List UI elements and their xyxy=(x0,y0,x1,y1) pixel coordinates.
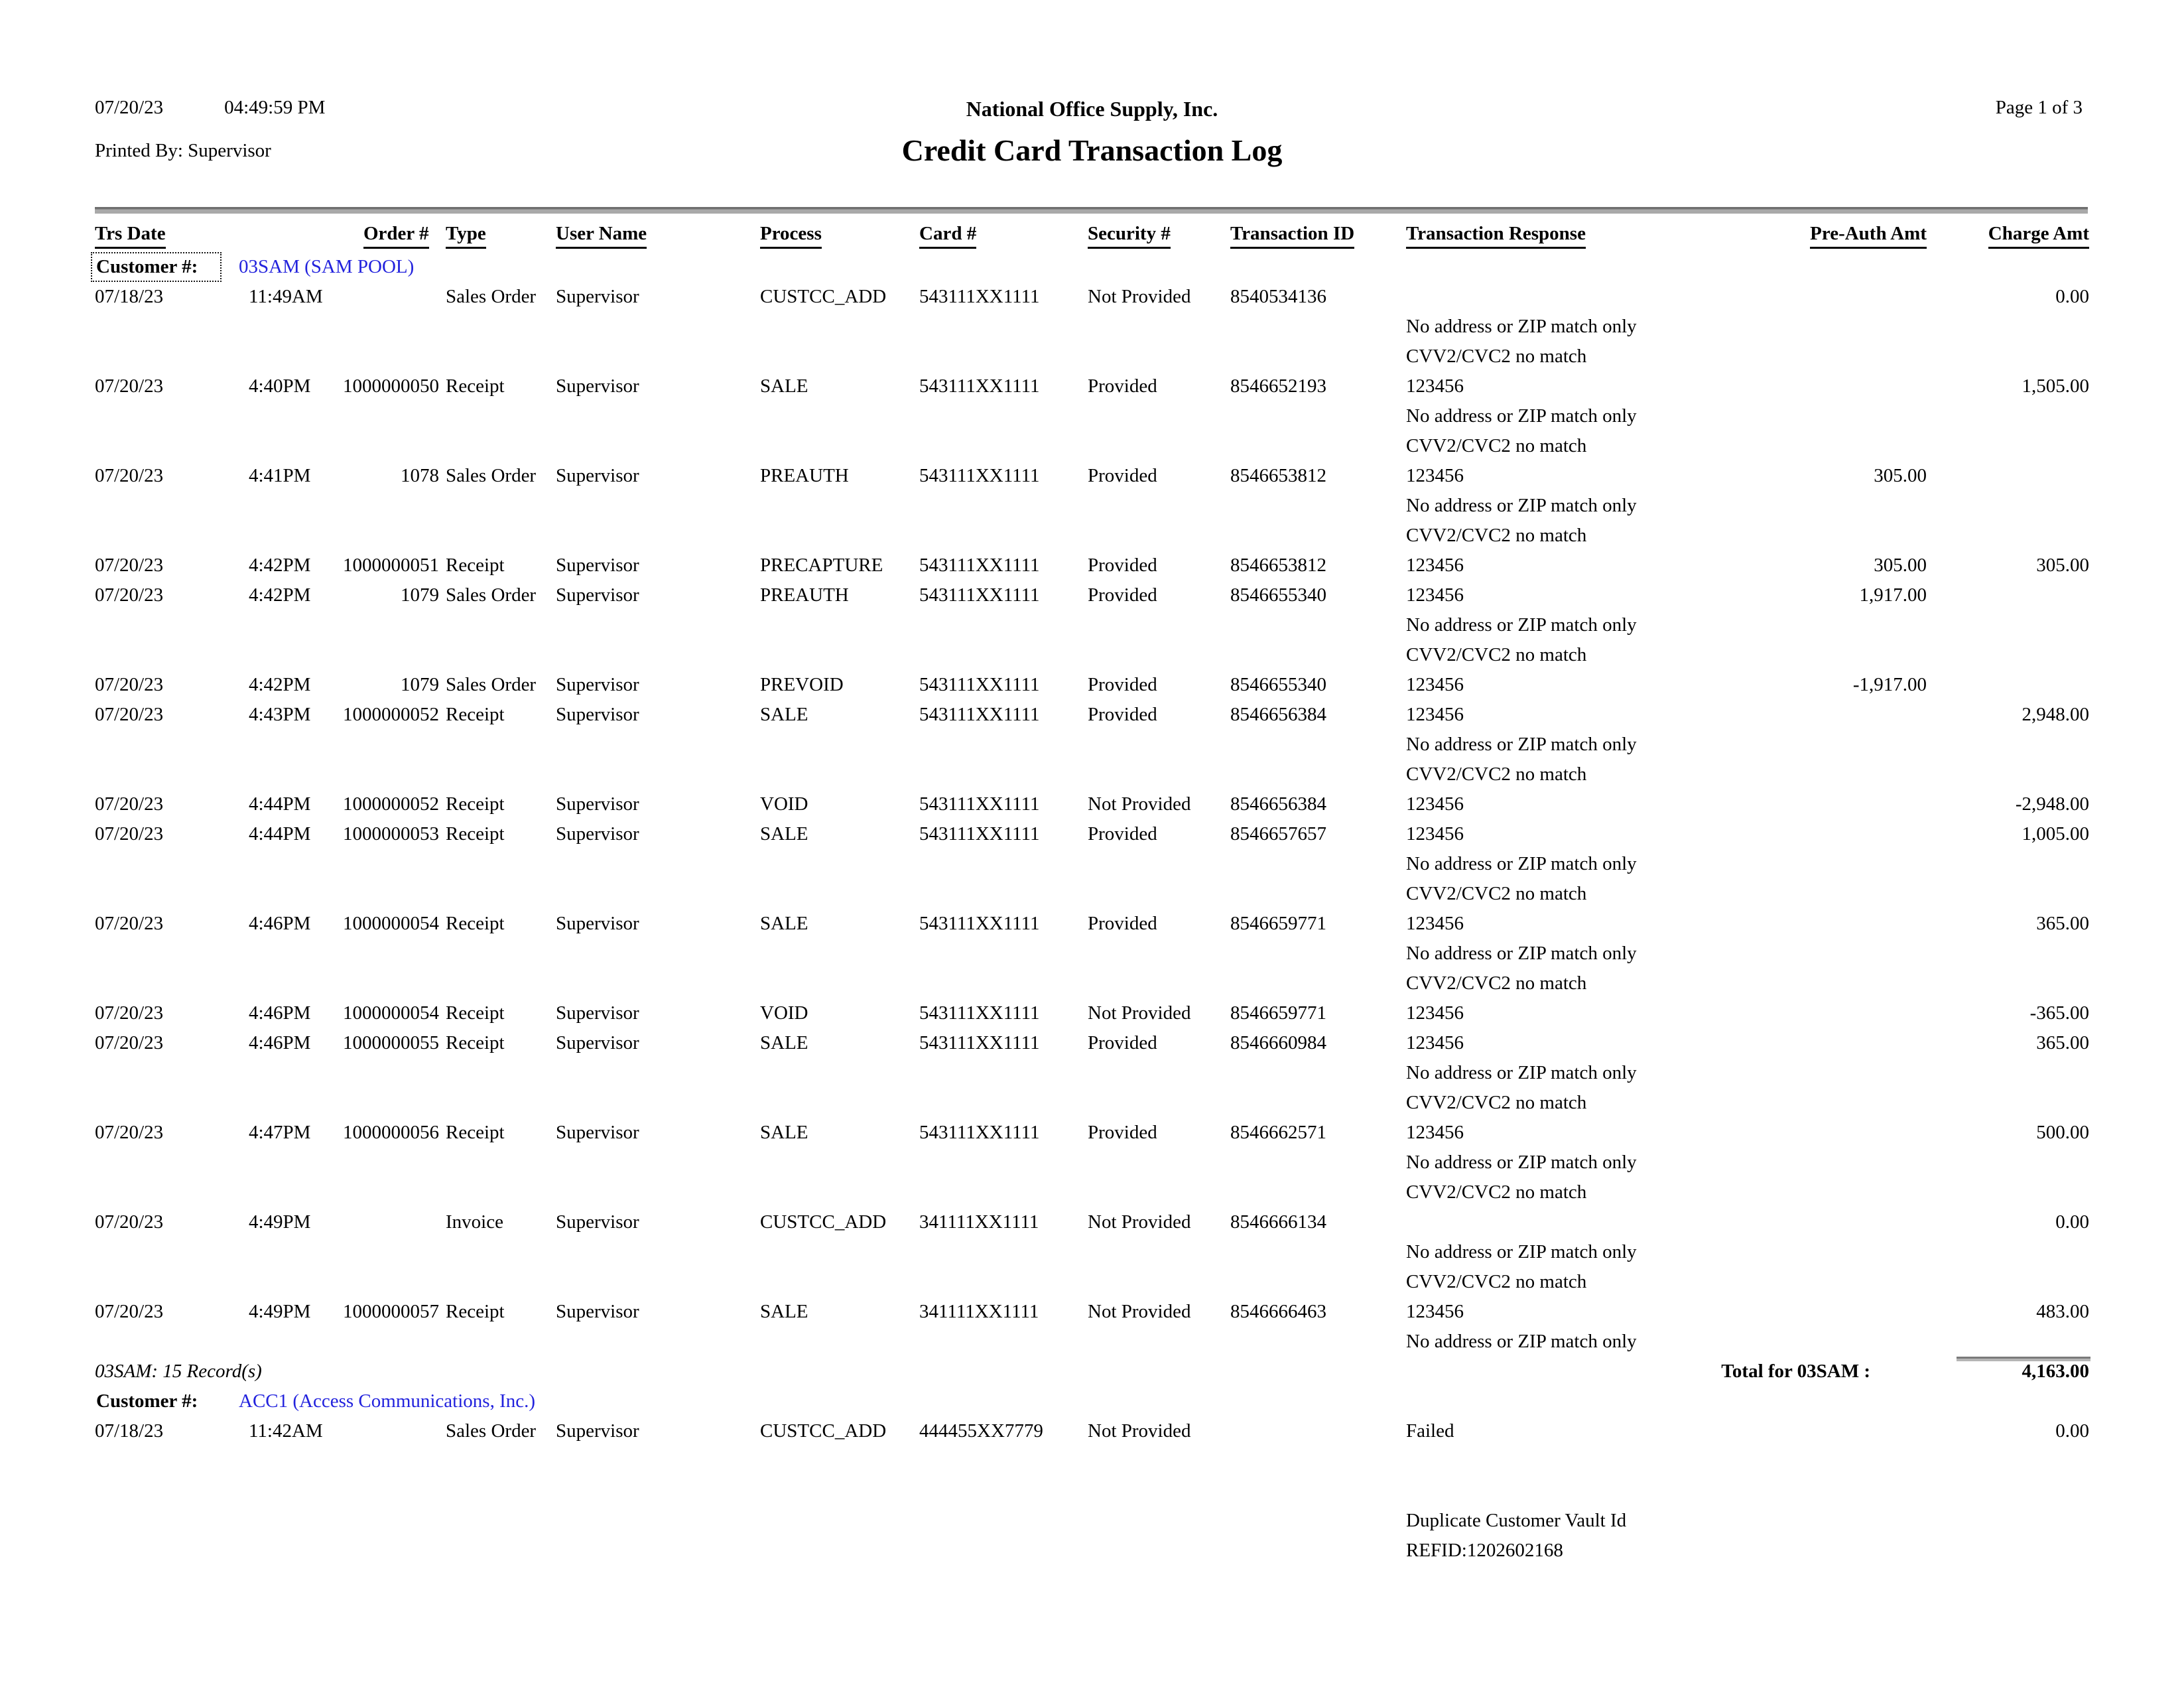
trs-date-cell: 07/18/23 xyxy=(95,286,164,307)
transaction-row xyxy=(0,1416,2184,1446)
transaction-id-cell: 8546652193 xyxy=(1230,375,1326,397)
process-cell: VOID xyxy=(760,1002,808,1024)
trs-time-cell: 4:43PM xyxy=(249,704,311,725)
security-cell: Provided xyxy=(1088,555,1157,576)
col-order-number: Order # xyxy=(363,223,429,249)
trs-time-cell: 11:49AM xyxy=(249,286,323,307)
process-cell: PREAUTH xyxy=(760,465,849,486)
response-line xyxy=(0,342,2184,371)
trs-date-cell: 07/20/23 xyxy=(95,584,164,606)
transaction-response-cell: 123456 xyxy=(1406,1002,1464,1024)
blank-line xyxy=(0,1446,2184,1476)
charge-amount-cell: 365.00 xyxy=(2036,1032,2089,1053)
trs-date-cell: 07/20/23 xyxy=(95,704,164,725)
security-cell: Provided xyxy=(1088,465,1157,486)
charge-amount-cell: 0.00 xyxy=(2055,286,2089,307)
response-line xyxy=(0,1536,2184,1566)
trs-date-cell: 07/20/23 xyxy=(95,1211,164,1233)
transaction-id-cell: 8546666463 xyxy=(1230,1301,1326,1322)
trs-date-cell: 07/18/23 xyxy=(95,1420,164,1442)
transaction-response-text: CVV2/CVC2 no match xyxy=(1406,764,1587,785)
card-number-cell: 341111XX1111 xyxy=(919,1301,1039,1322)
transaction-response-text: CVV2/CVC2 no match xyxy=(1406,973,1587,994)
transaction-row xyxy=(0,789,2184,819)
trs-date-cell: 07/20/23 xyxy=(95,375,164,397)
transaction-row xyxy=(0,371,2184,401)
customer-number-link[interactable]: 03SAM (SAM POOL) xyxy=(239,256,415,277)
transaction-id-cell: 8546653812 xyxy=(1230,465,1326,486)
response-line xyxy=(0,431,2184,461)
card-number-cell: 543111XX1111 xyxy=(919,286,1040,307)
security-cell: Not Provided xyxy=(1088,1211,1191,1233)
security-cell: Provided xyxy=(1088,913,1157,934)
order-type-cell: Sales Order xyxy=(446,286,537,307)
customer-header-line xyxy=(0,1386,2184,1416)
order-number-cell: 1000000054 xyxy=(343,1002,439,1024)
charge-amount-cell: -365.00 xyxy=(2029,1002,2089,1024)
process-cell: CUSTCC_ADD xyxy=(760,1211,887,1233)
order-type-cell: Receipt xyxy=(446,1122,505,1143)
charge-amount-cell: 365.00 xyxy=(2036,913,2089,934)
charge-amount-cell: 2,948.00 xyxy=(2022,704,2089,725)
security-cell: Provided xyxy=(1088,584,1157,606)
process-cell: SALE xyxy=(760,1301,808,1322)
response-line xyxy=(0,610,2184,640)
response-line xyxy=(0,760,2184,789)
transaction-response-text: No address or ZIP match only xyxy=(1406,614,1637,636)
order-type-cell: Sales Order xyxy=(446,1420,537,1442)
response-line xyxy=(0,939,2184,969)
transaction-row xyxy=(0,1118,2184,1148)
report-body xyxy=(0,252,2184,1566)
trs-date-cell: 07/20/23 xyxy=(95,1301,164,1322)
print-date: 07/20/23 xyxy=(95,97,164,118)
trs-date-cell: 07/20/23 xyxy=(95,1032,164,1053)
charge-amount-cell: 0.00 xyxy=(2055,1420,2089,1442)
col-user-name: User Name xyxy=(556,223,647,249)
transaction-row xyxy=(0,998,2184,1028)
blank-line xyxy=(0,1476,2184,1506)
col-charge-amount: Charge Amt xyxy=(1988,223,2089,249)
process-cell: SALE xyxy=(760,704,808,725)
order-type-cell: Receipt xyxy=(446,555,505,576)
card-number-cell: 543111XX1111 xyxy=(919,1122,1040,1143)
trs-time-cell: 4:49PM xyxy=(249,1301,311,1322)
transaction-response-text: CVV2/CVC2 no match xyxy=(1406,525,1587,546)
transaction-response-cell: 123456 xyxy=(1406,913,1464,934)
col-card-number: Card # xyxy=(919,223,976,249)
preauth-amount-cell: 1,917.00 xyxy=(1859,584,1927,606)
transaction-response-cell: 123456 xyxy=(1406,465,1464,486)
security-cell: Provided xyxy=(1088,704,1157,725)
response-line xyxy=(0,491,2184,521)
process-cell: PRECAPTURE xyxy=(760,555,883,576)
user-name-cell: Supervisor xyxy=(556,375,639,397)
response-line xyxy=(0,1088,2184,1118)
trs-date-cell: 07/20/23 xyxy=(95,555,164,576)
col-trs-date: Trs Date xyxy=(95,223,166,249)
card-number-cell: 543111XX1111 xyxy=(919,823,1040,844)
transaction-id-cell: 8540534136 xyxy=(1230,286,1326,307)
user-name-cell: Supervisor xyxy=(556,1211,639,1233)
transaction-response-text: No address or ZIP match only xyxy=(1406,853,1637,874)
transaction-response-text: No address or ZIP match only xyxy=(1406,1062,1637,1083)
trs-time-cell: 4:40PM xyxy=(249,375,311,397)
transaction-response-text: No address or ZIP match only xyxy=(1406,405,1637,427)
security-cell: Provided xyxy=(1088,1032,1157,1053)
user-name-cell: Supervisor xyxy=(556,823,639,844)
customer-number-link[interactable]: ACC1 (Access Communications, Inc.) xyxy=(239,1390,536,1412)
response-line xyxy=(0,1058,2184,1088)
page-indicator: Page 1 of 3 xyxy=(1995,97,2083,118)
trs-time-cell: 4:44PM xyxy=(249,793,311,815)
transaction-response-text: No address or ZIP match only xyxy=(1406,734,1637,755)
user-name-cell: Supervisor xyxy=(556,1420,639,1442)
order-number-cell: 1000000053 xyxy=(343,823,439,844)
response-line xyxy=(0,1148,2184,1178)
user-name-cell: Supervisor xyxy=(556,793,639,815)
order-type-cell: Receipt xyxy=(446,375,505,397)
transaction-id-cell: 8546660984 xyxy=(1230,1032,1326,1053)
trs-time-cell: 4:47PM xyxy=(249,1122,311,1143)
transaction-row xyxy=(0,909,2184,939)
transaction-response-text: CVV2/CVC2 no match xyxy=(1406,1181,1587,1203)
transaction-id-cell: 8546662571 xyxy=(1230,1122,1326,1143)
order-number-cell: 1000000054 xyxy=(343,913,439,934)
transaction-row xyxy=(0,1297,2184,1327)
security-cell: Not Provided xyxy=(1088,1420,1191,1442)
card-number-cell: 543111XX1111 xyxy=(919,465,1040,486)
order-type-cell: Receipt xyxy=(446,1002,505,1024)
charge-amount-cell: 500.00 xyxy=(2036,1122,2089,1143)
transaction-id-cell: 8546656384 xyxy=(1230,793,1326,815)
transaction-id-cell: 8546656384 xyxy=(1230,704,1326,725)
trs-date-cell: 07/20/23 xyxy=(95,793,164,815)
order-type-cell: Receipt xyxy=(446,823,505,844)
order-number-cell: 1079 xyxy=(401,584,439,606)
transaction-response-text: CVV2/CVC2 no match xyxy=(1406,1092,1587,1113)
transaction-response-cell: 123456 xyxy=(1406,584,1464,606)
order-type-cell: Receipt xyxy=(446,704,505,725)
user-name-cell: Supervisor xyxy=(556,555,639,576)
user-name-cell: Supervisor xyxy=(556,465,639,486)
security-cell: Not Provided xyxy=(1088,793,1191,815)
response-line xyxy=(0,849,2184,879)
response-line xyxy=(0,730,2184,760)
print-time: 04:49:59 PM xyxy=(224,97,326,118)
order-number-cell: 1079 xyxy=(401,674,439,695)
security-cell: Provided xyxy=(1088,823,1157,844)
card-number-cell: 543111XX1111 xyxy=(919,793,1040,815)
transaction-id-cell: 8546655340 xyxy=(1230,674,1326,695)
col-order-type: Type xyxy=(446,223,486,249)
transaction-response-cell: Failed xyxy=(1406,1420,1454,1442)
charge-amount-cell: -2,948.00 xyxy=(2015,793,2089,815)
transaction-row xyxy=(0,670,2184,700)
transaction-response-text: CVV2/CVC2 no match xyxy=(1406,435,1587,456)
trs-date-cell: 07/20/23 xyxy=(95,674,164,695)
order-number-cell: 1078 xyxy=(401,465,439,486)
response-line xyxy=(0,640,2184,670)
transaction-response-text: REFID:1202602168 xyxy=(1406,1540,1563,1561)
order-type-cell: Receipt xyxy=(446,793,505,815)
charge-amount-cell: 1,005.00 xyxy=(2022,823,2089,844)
card-number-cell: 543111XX1111 xyxy=(919,1032,1040,1053)
customer-number-label: Customer #: xyxy=(91,252,222,282)
card-number-cell: 341111XX1111 xyxy=(919,1211,1039,1233)
card-number-cell: 444455XX7779 xyxy=(919,1420,1043,1442)
records-count: 03SAM: 15 Record(s) xyxy=(95,1361,262,1382)
transaction-id-cell: 8546657657 xyxy=(1230,823,1326,844)
transaction-response-cell: 123456 xyxy=(1406,375,1464,397)
card-number-cell: 543111XX1111 xyxy=(919,674,1040,695)
order-number-cell: 1000000051 xyxy=(343,555,439,576)
transaction-id-cell: 8546659771 xyxy=(1230,1002,1326,1024)
transaction-response-text: CVV2/CVC2 no match xyxy=(1406,883,1587,904)
order-number-cell: 1000000055 xyxy=(343,1032,439,1053)
transaction-row xyxy=(0,282,2184,312)
transaction-id-cell: 8546666134 xyxy=(1230,1211,1326,1233)
transaction-response-cell: 123456 xyxy=(1406,704,1464,725)
trs-date-cell: 07/20/23 xyxy=(95,913,164,934)
process-cell: SALE xyxy=(760,913,808,934)
transaction-response-cell: 123456 xyxy=(1406,674,1464,695)
card-number-cell: 543111XX1111 xyxy=(919,704,1040,725)
transaction-response-cell: 123456 xyxy=(1406,793,1464,815)
process-cell: SALE xyxy=(760,1122,808,1143)
trs-time-cell: 4:49PM xyxy=(249,1211,311,1233)
security-cell: Provided xyxy=(1088,674,1157,695)
transaction-row xyxy=(0,819,2184,849)
security-cell: Provided xyxy=(1088,375,1157,397)
transaction-row xyxy=(0,1207,2184,1237)
trs-time-cell: 4:41PM xyxy=(249,465,311,486)
charge-amount-cell: 0.00 xyxy=(2055,1211,2089,1233)
transaction-response-text: Duplicate Customer Vault Id xyxy=(1406,1510,1627,1531)
response-line xyxy=(0,1178,2184,1207)
process-cell: CUSTCC_ADD xyxy=(760,1420,887,1442)
transaction-row xyxy=(0,1028,2184,1058)
response-line xyxy=(0,312,2184,342)
transaction-response-cell: 123456 xyxy=(1406,823,1464,844)
col-transaction-response: Transaction Response xyxy=(1406,223,1586,249)
preauth-amount-cell: 305.00 xyxy=(1874,465,1927,486)
process-cell: SALE xyxy=(760,1032,808,1053)
response-line xyxy=(0,1267,2184,1297)
trs-date-cell: 07/20/23 xyxy=(95,1122,164,1143)
transaction-response-text: CVV2/CVC2 no match xyxy=(1406,644,1587,665)
response-line xyxy=(0,401,2184,431)
card-number-cell: 543111XX1111 xyxy=(919,555,1040,576)
transaction-response-cell: 123456 xyxy=(1406,1122,1464,1143)
trs-date-cell: 07/20/23 xyxy=(95,823,164,844)
trs-time-cell: 4:42PM xyxy=(249,584,311,606)
user-name-cell: Supervisor xyxy=(556,674,639,695)
security-cell: Provided xyxy=(1088,1122,1157,1143)
transaction-id-cell: 8546655340 xyxy=(1230,584,1326,606)
user-name-cell: Supervisor xyxy=(556,1032,639,1053)
transaction-response-text: No address or ZIP match only xyxy=(1406,1241,1637,1262)
charge-amount-cell: 483.00 xyxy=(2036,1301,2089,1322)
response-line xyxy=(0,1237,2184,1267)
user-name-cell: Supervisor xyxy=(556,1002,639,1024)
col-transaction-id: Transaction ID xyxy=(1230,223,1354,249)
transaction-response-text: No address or ZIP match only xyxy=(1406,1331,1637,1352)
user-name-cell: Supervisor xyxy=(556,584,639,606)
preauth-amount-cell: -1,917.00 xyxy=(1852,674,1927,695)
header-rule xyxy=(95,207,2088,214)
user-name-cell: Supervisor xyxy=(556,1122,639,1143)
charge-amount-cell: 305.00 xyxy=(2036,555,2089,576)
col-preauth-amount: Pre-Auth Amt xyxy=(1810,223,1927,249)
transaction-response-text: No address or ZIP match only xyxy=(1406,316,1637,337)
user-name-cell: Supervisor xyxy=(556,286,639,307)
report-title: Credit Card Transaction Log xyxy=(901,133,1283,167)
transaction-response-cell: 123456 xyxy=(1406,1301,1464,1322)
trs-date-cell: 07/20/23 xyxy=(95,1002,164,1024)
trs-time-cell: 11:42AM xyxy=(249,1420,323,1442)
trs-date-cell: 07/20/23 xyxy=(95,465,164,486)
col-process: Process xyxy=(760,223,822,249)
company-name: National Office Supply, Inc. xyxy=(966,97,1218,121)
order-type-cell: Sales Order xyxy=(446,465,537,486)
printed-by: Printed By: Supervisor xyxy=(95,140,271,161)
subtotal-line xyxy=(0,1357,2184,1386)
card-number-cell: 543111XX1111 xyxy=(919,913,1040,934)
card-number-cell: 543111XX1111 xyxy=(919,375,1040,397)
card-number-cell: 543111XX1111 xyxy=(919,584,1040,606)
customer-header-line xyxy=(0,252,2184,282)
col-security: Security # xyxy=(1088,223,1171,249)
subtotal-label: Total for 03SAM : xyxy=(1721,1361,1870,1382)
order-type-cell: Receipt xyxy=(446,1032,505,1053)
transaction-response-text: No address or ZIP match only xyxy=(1406,1152,1637,1173)
customer-number-label: Customer #: xyxy=(96,1390,198,1412)
security-cell: Not Provided xyxy=(1088,1002,1191,1024)
order-type-cell: Sales Order xyxy=(446,674,537,695)
order-number-cell: 1000000056 xyxy=(343,1122,439,1143)
order-number-cell: 1000000052 xyxy=(343,793,439,815)
transaction-id-cell: 8546653812 xyxy=(1230,555,1326,576)
trs-time-cell: 4:46PM xyxy=(249,1002,311,1024)
card-number-cell: 543111XX1111 xyxy=(919,1002,1040,1024)
trs-time-cell: 4:42PM xyxy=(249,674,311,695)
transaction-response-text: CVV2/CVC2 no match xyxy=(1406,1271,1587,1292)
response-line xyxy=(0,521,2184,551)
security-cell: Not Provided xyxy=(1088,1301,1191,1322)
subtotal-amount: 4,163.00 xyxy=(2022,1361,2089,1382)
trs-time-cell: 4:46PM xyxy=(249,1032,311,1053)
trs-time-cell: 4:42PM xyxy=(249,555,311,576)
order-number-cell: 1000000052 xyxy=(343,704,439,725)
process-cell: VOID xyxy=(760,793,808,815)
transaction-response-text: CVV2/CVC2 no match xyxy=(1406,346,1587,367)
order-type-cell: Sales Order xyxy=(446,584,537,606)
response-line xyxy=(0,879,2184,909)
user-name-cell: Supervisor xyxy=(556,913,639,934)
transaction-response-cell: 123456 xyxy=(1406,555,1464,576)
process-cell: SALE xyxy=(760,375,808,397)
process-cell: PREVOID xyxy=(760,674,844,695)
trs-time-cell: 4:46PM xyxy=(249,913,311,934)
order-type-cell: Invoice xyxy=(446,1211,503,1233)
order-type-cell: Receipt xyxy=(446,913,505,934)
order-type-cell: Receipt xyxy=(446,1301,505,1322)
preauth-amount-cell: 305.00 xyxy=(1874,555,1927,576)
order-number-cell: 1000000057 xyxy=(343,1301,439,1322)
trs-time-cell: 4:44PM xyxy=(249,823,311,844)
response-line xyxy=(0,969,2184,998)
transaction-row xyxy=(0,461,2184,491)
process-cell: PREAUTH xyxy=(760,584,849,606)
order-number-cell: 1000000050 xyxy=(343,375,439,397)
response-line xyxy=(0,1327,2184,1357)
user-name-cell: Supervisor xyxy=(556,1301,639,1322)
process-cell: CUSTCC_ADD xyxy=(760,286,887,307)
response-line xyxy=(0,1506,2184,1536)
transaction-row xyxy=(0,551,2184,580)
transaction-row xyxy=(0,700,2184,730)
transaction-response-cell: 123456 xyxy=(1406,1032,1464,1053)
process-cell: SALE xyxy=(760,823,808,844)
transaction-id-cell: 8546659771 xyxy=(1230,913,1326,934)
transaction-response-text: No address or ZIP match only xyxy=(1406,943,1637,964)
security-cell: Not Provided xyxy=(1088,286,1191,307)
user-name-cell: Supervisor xyxy=(556,704,639,725)
charge-amount-cell: 1,505.00 xyxy=(2022,375,2089,397)
transaction-row xyxy=(0,580,2184,610)
transaction-response-text: No address or ZIP match only xyxy=(1406,495,1637,516)
